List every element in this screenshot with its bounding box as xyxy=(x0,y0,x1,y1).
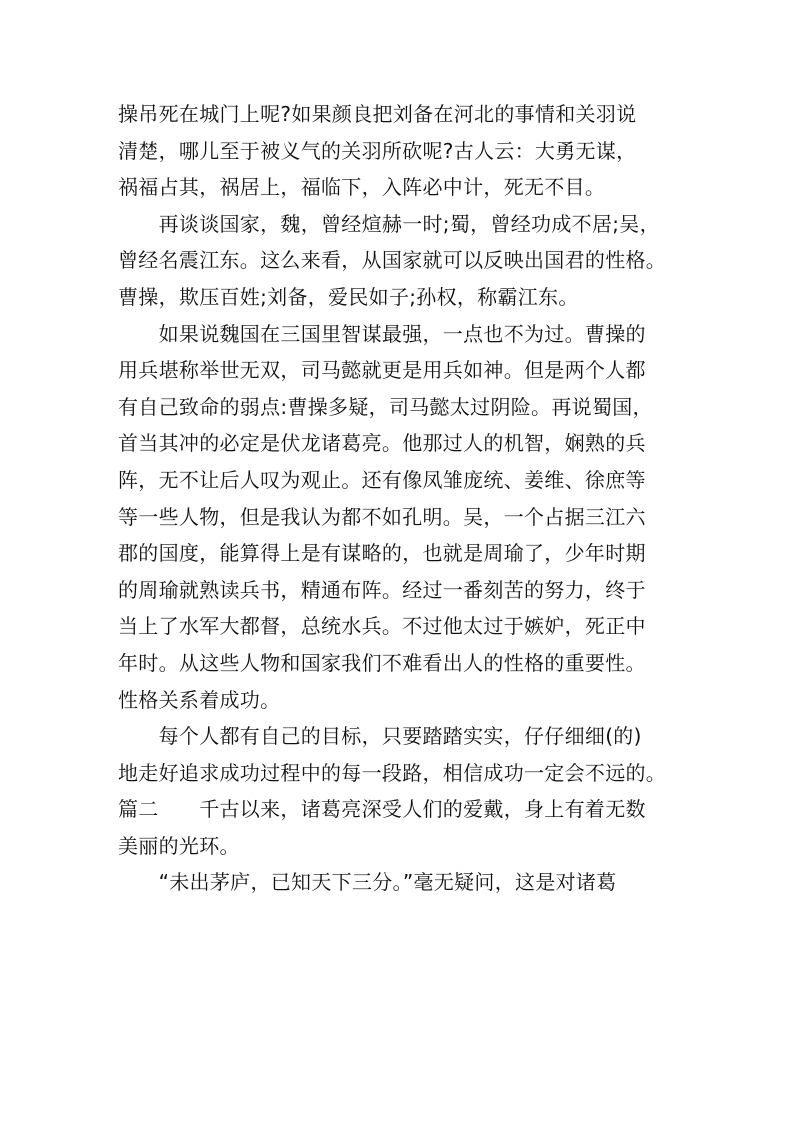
text-line: 曾经名震江东。这么来看，从国家就可以反映出国君的性格。 xyxy=(118,248,667,273)
text-line: 性格关系着成功。 xyxy=(118,687,281,712)
text-line: 每个人都有自己的目标，只要踏踏实实，仔仔细细(的) xyxy=(118,724,642,749)
text-line: 如果说魏国在三国里智谋最强，一点也不为过。曹操的 xyxy=(118,321,646,346)
text-line: 阵，无不让后人叹为观止。还有像凤雏庞统、姜维、徐庶等 xyxy=(118,467,646,492)
text-line: 曹操，欺压百姓;刘备，爱民如子;孙权，称霸江东。 xyxy=(118,284,579,309)
text-line: “未出茅庐，已知天下三分。”毫无疑问，这是对诸葛 xyxy=(118,870,617,895)
text-line: 再谈谈国家，魏，曾经煊赫一时;蜀，曾经功成不居;吴， xyxy=(118,211,660,236)
text-line: 美丽的光环。 xyxy=(118,833,240,858)
text-line: 篇二 千古以来，诸葛亮深受人们的爱戴，身上有着无数 xyxy=(118,797,646,822)
text-line: 祸福占其，祸居上，福临下，入阵必中计，死无不目。 xyxy=(118,175,606,200)
text-line: 用兵堪称举世无双，司马懿就更是用兵如神。但是两个人都 xyxy=(118,358,646,383)
text-line: 首当其冲的必定是伏龙诸葛亮。他那过人的机智，娴熟的兵 xyxy=(118,431,646,456)
body-text xyxy=(118,96,678,901)
text-line: 有自己致命的弱点:曹操多疑，司马懿太过阴险。再说蜀国， xyxy=(118,394,653,419)
text-line: 等一些人物，但是我认为都不如孔明。吴，一个占据三江六 xyxy=(118,504,646,529)
text-line: 的周瑜就熟读兵书，精通布阵。经过一番刻苦的努力，终于 xyxy=(118,577,646,602)
text-line: 郡的国度，能算得上是有谋略的，也就是周瑜了，少年时期 xyxy=(118,541,646,566)
text-line: 清楚，哪儿至于被义气的关羽所砍呢?古人云：大勇无谋， xyxy=(118,138,637,163)
text-line: 年时。从这些人物和国家我们不难看出人的性格的重要性。 xyxy=(118,650,646,675)
text-line: 当上了水军大都督，总统水兵。不过他太过于嫉妒，死正中 xyxy=(118,614,646,639)
text-line: 地走好追求成功过程中的每一段路，相信成功一定会不远的。 xyxy=(118,760,667,785)
text-line: 操吊死在城门上呢?如果颜良把刘备在河北的事情和关羽说 xyxy=(118,102,637,126)
